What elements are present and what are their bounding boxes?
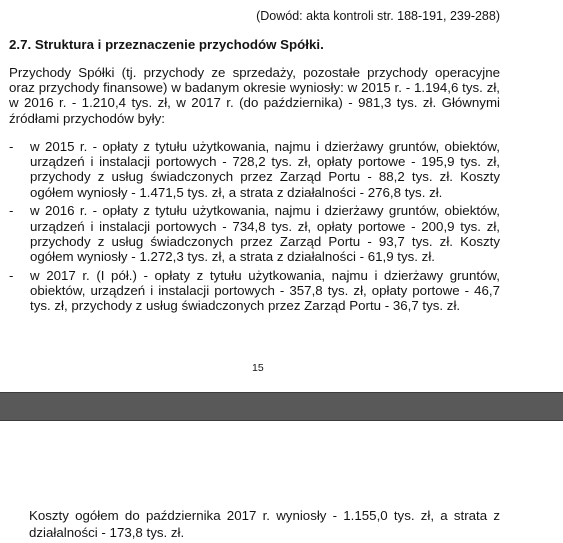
page-number: 15 [252, 362, 264, 374]
bullet-dash: - [9, 139, 14, 154]
list-item [9, 203, 500, 264]
list-item-text: w 2017 r. (I pół.) - opłaty z tytułu użytkowania, najmu i dzierżawy gruntów, obiektów, urządzeń i instalacji portowych - 357,8 tys. zł, opłaty portowe - 46,7 tys. zł, przychody z usług świadczonych przez Zarząd Portu - 36,7 tys. zł. [30, 267, 500, 314]
bullet-dash: - [9, 203, 14, 219]
list-item [9, 268, 500, 314]
page-separator [0, 392, 563, 421]
revenue-list [9, 139, 500, 317]
bullet-dash: - [9, 267, 14, 283]
evidence-citation: (Dowód: akta kontroli str. 188-191, 239-288) [256, 9, 500, 23]
section-heading: 2.7. Struktura i przeznaczenie przychodów Spółki. [9, 37, 324, 52]
list-item-text: w 2015 r. - opłaty z tytułu użytkowania, najmu i dzierżawy gruntów, obiektów, urządzeń i instalacji portowych - 728,2 tys. zł, opłaty portowe - 195,9 tys. zł, przychody z usług świadczonych przez Zarząd Portu - 88,2 tys. zł. Koszty ogółem wyniosły - 1.471,5 tys. zł, a strata z działalności - 276,8 tys. zł. [30, 139, 500, 200]
list-item [9, 139, 500, 200]
intro-paragraph: Przychody Spółki (tj. przychody ze sprzedaży, pozostałe przychody operacyjne oraz przychody finansowe) w badanym okresie wyniosły: w 2015 r. - 1.194,6 tys. zł, w 2016 r. - 1.210,4 tys. zł, w 2017 r. (do października) - 981,3 tys. zł. Głównymi źródłami przychodów były: [9, 65, 500, 126]
continuation-paragraph: Koszty ogółem do października 2017 r. wyniosły - 1.155,0 tys. zł, a strata z działalności - 173,8 tys. zł. [29, 508, 500, 540]
list-item-text: w 2016 r. - opłaty z tytułu użytkowania, najmu i dzierżawy gruntów, obiektów, urządzeń i instalacji portowych - 734,8 tys. zł, opłaty portowe - 200,9 tys. zł, przychody z usług świadczonych przez Zarząd Portu - 93,7 tys. zł. Koszty ogółem wyniosły - 1.272,3 tys. zł, a strata z działalności - 61,9 tys. zł. [30, 203, 500, 264]
